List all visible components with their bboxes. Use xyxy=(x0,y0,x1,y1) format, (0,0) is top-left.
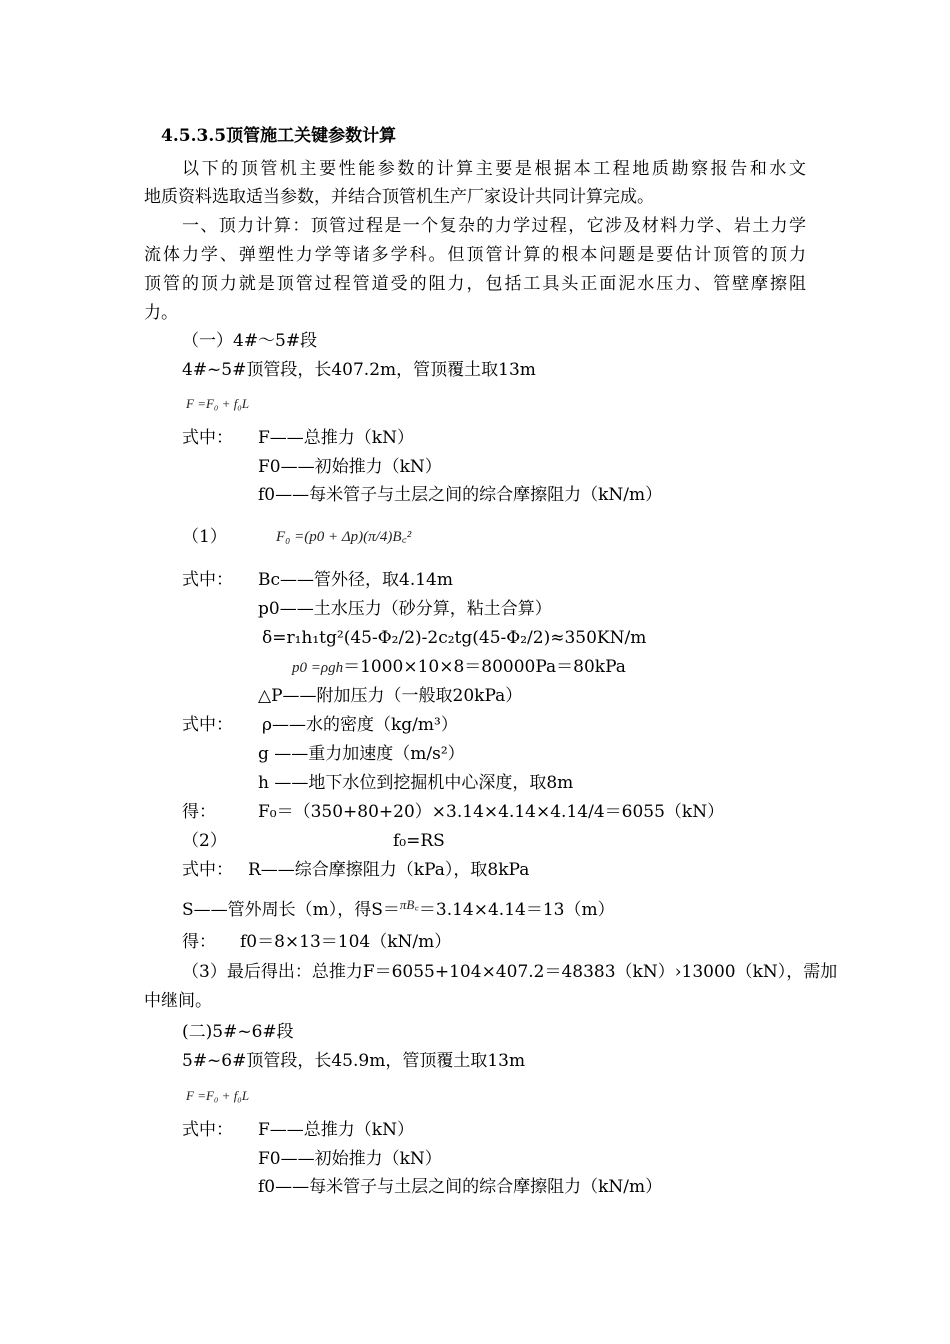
result-2-label: 得： xyxy=(182,932,216,952)
paragraph-1-line-4: 力。 xyxy=(144,303,178,323)
step-1-formula: F₀ =(p0 + Δp)(π/4)B꜀² xyxy=(276,529,412,545)
definition-g: g ——重力加速度（m/s²） xyxy=(258,744,465,764)
where-label: 式中： xyxy=(182,428,233,448)
step-2-label: （2） xyxy=(182,831,227,851)
intro-line-1: 以下的顶管机主要性能参数的计算主要是根据本工程地质勘察报告和水文 xyxy=(182,159,806,179)
definition-R: R——综合摩擦阻力（kPa），取8kPa xyxy=(248,860,530,880)
step-2-formula: f₀=RS xyxy=(393,831,445,851)
part2-definition-F0: F0——初始推力（kN） xyxy=(258,1149,442,1169)
definition-delta-p: △P——附加压力（一般取20kPa） xyxy=(258,686,523,706)
part1-description: 4#~5#顶管段，长407.2m，管顶覆土取13m xyxy=(182,360,536,380)
definition-S-text: S——管外周长（m），得S＝ xyxy=(182,900,400,920)
step-1-label: （1） xyxy=(182,527,227,547)
where-label-4: 式中： xyxy=(182,860,233,880)
definition-S-value: ＝3.14×4.14＝13（m） xyxy=(418,900,615,920)
definition-p0: p0——土水压力（砂分算，粘土合算） xyxy=(258,599,552,619)
paragraph-1-line-2: 流体力学、弹塑性力学等诸多学科。但顶管计算的根本问题是要估计顶管的顶力 xyxy=(144,245,806,265)
paragraph-1-line-1: 一、顶力计算：顶管过程是一个复杂的力学过程，它涉及材料力学、岩土力学 xyxy=(182,216,806,236)
paragraph-1-line-3: 顶管的顶力就是顶管过程管道受的阻力，包括工具头正面泥水压力、管壁摩擦阻 xyxy=(144,274,806,294)
definition-F: F——总推力（kN） xyxy=(258,428,414,448)
definition-S-math: πB꜀ xyxy=(399,897,419,912)
part1-title: （一）4#～5#段 xyxy=(182,331,318,351)
definition-f0: f0——每米管子与土层之间的综合摩擦阻力（kN/m） xyxy=(258,485,663,505)
p0-equation xyxy=(292,655,626,680)
section-heading: 4.5.3.5顶管施工关键参数计算 xyxy=(161,126,397,146)
part2-where-label: 式中： xyxy=(182,1120,233,1140)
p0-equation-math: p0 =ρgh xyxy=(292,660,344,676)
definition-Bc: Bc——管外径，取4.14m xyxy=(258,570,453,590)
step-3-line-2: 中继间。 xyxy=(144,991,212,1011)
where-label-3: 式中： xyxy=(182,715,233,735)
intro-line-2: 地质资料选取适当参数，并结合顶管机生产厂家设计共同计算完成。 xyxy=(144,187,654,207)
definition-S xyxy=(182,898,615,923)
result-1-label: 得： xyxy=(182,802,216,822)
result-2: f0＝8×13＝104（kN/m） xyxy=(240,932,452,952)
where-label-2: 式中： xyxy=(182,570,233,590)
part2-title: (二)5#~6#段 xyxy=(182,1022,294,1042)
definition-rho: ρ——水的密度（kg/m³） xyxy=(262,715,458,735)
definition-F0: F0——初始推力（kN） xyxy=(258,457,442,477)
part2-description: 5#~6#顶管段，长45.9m，管顶覆土取13m xyxy=(182,1051,526,1071)
part2-definition-F: F——总推力（kN） xyxy=(258,1120,414,1140)
p0-equation-value: ＝1000×10×8＝80000Pa＝80kPa xyxy=(343,657,626,677)
part1-main-formula: F =F₀ + f₀L xyxy=(186,396,250,411)
part2-main-formula: F =F₀ + f₀L xyxy=(186,1088,250,1103)
step-3-line-1: （3）最后得出：总推力F＝6055+104×407.2＝48383（kN）›13000（kN），需加 xyxy=(182,962,838,982)
definition-h: h ——地下水位到挖掘机中心深度，取8m xyxy=(258,773,574,793)
result-1: F₀＝（350+80+20）×3.14×4.14×4.14/4＝6055（kN） xyxy=(258,802,725,822)
part2-definition-f0: f0——每米管子与土层之间的综合摩擦阻力（kN/m） xyxy=(258,1177,663,1197)
delta-equation: δ=r₁h₁tg²(45-Φ₂/2)-2c₂tg(45-Φ₂/2)≈350KN/m xyxy=(262,628,647,648)
